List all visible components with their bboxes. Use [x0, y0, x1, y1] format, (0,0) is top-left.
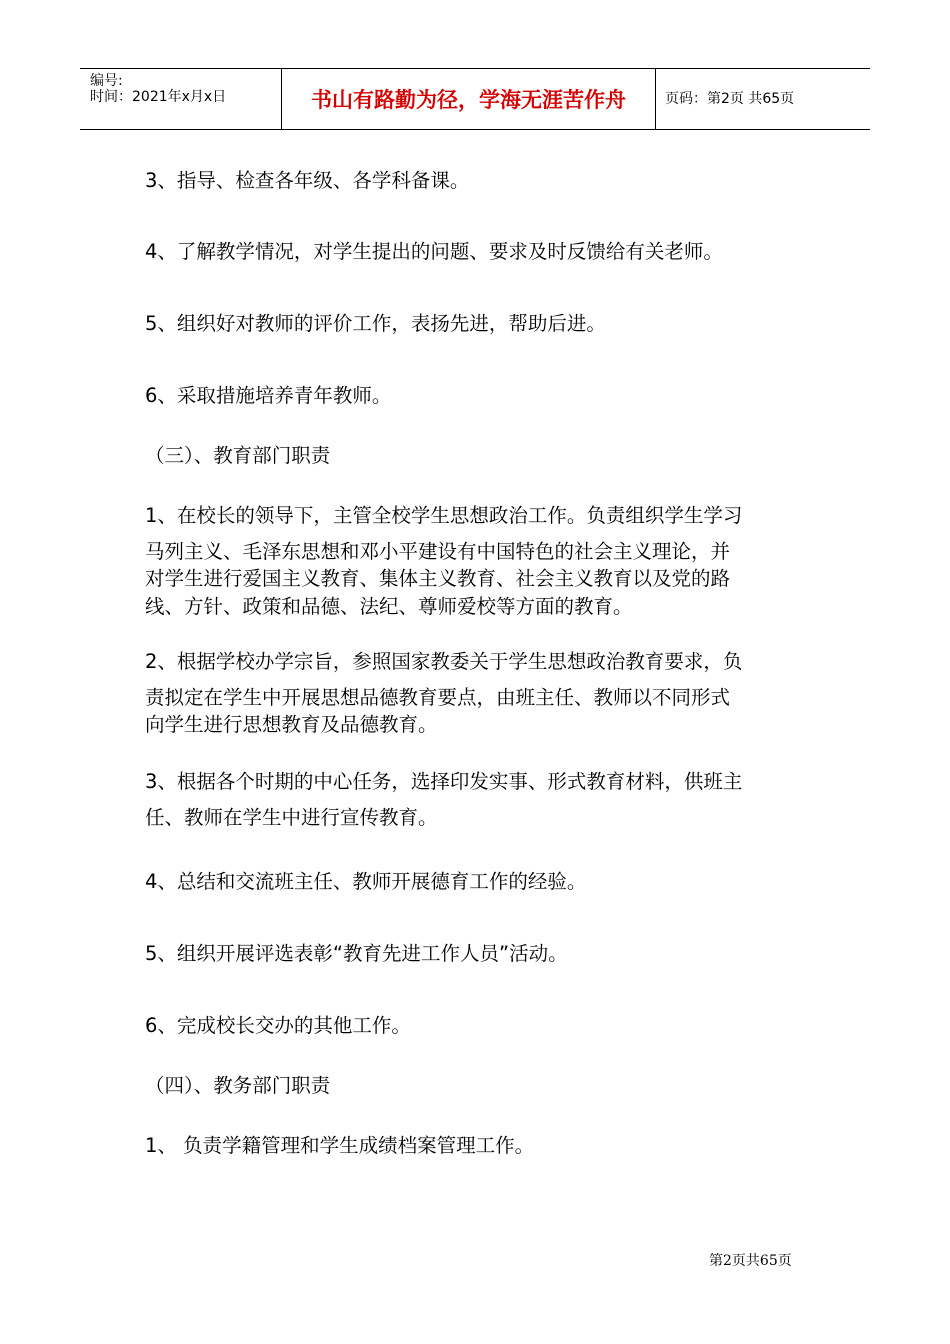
section-heading [145, 1072, 810, 1100]
paragraph-line: 任、教师在学生中进行宣传教育。 [145, 805, 438, 829]
paragraph-line: 2、根据学校办学宗旨，参照国家教委关于学生思想政治教育要求，负 [145, 650, 743, 673]
paragraph-line: 4、总结和交流班主任、教师开展德育工作的经验。 [145, 870, 587, 893]
paragraph-line: 1、 负责学籍管理和学生成绩档案管理工作。 [145, 1134, 535, 1157]
paragraph-line: 对学生进行爱国主义教育、集体主义教育、社会主义教育以及党的路 [145, 567, 731, 590]
header-motto: 书山有路勤为径，学海无涯苦作舟 [311, 88, 626, 112]
header-right-cell [655, 69, 870, 129]
header-page-info: 页码：第2页 共65页 [665, 91, 795, 107]
document-time-label: 时间：2021年x月x日 [90, 89, 227, 105]
paragraph [145, 1132, 810, 1160]
paragraph [145, 167, 810, 195]
paragraph [145, 310, 810, 338]
paragraph-line: 3、指导、检查各年级、各学科备课。 [145, 169, 470, 192]
section-heading-text: （四）、教务部门职责 [145, 1074, 331, 1097]
header-left-cell [80, 69, 281, 129]
paragraph-line: 5、组织好对教师的评价工作，表扬先进，帮助后进。 [145, 312, 606, 335]
paragraph [145, 382, 810, 410]
paragraph-line: 责拟定在学生中开展思想品德教育要点，由班主任、教师以不同形式 [145, 685, 731, 709]
section-heading-text: （三）、教育部门职责 [145, 444, 331, 467]
paragraph-line: 5、组织开展评选表彰“教育先进工作人员”活动。 [145, 942, 568, 965]
paragraph-line: 3、根据各个时期的中心任务，选择印发实事、形式教育材料，供班主 [145, 770, 743, 793]
page-footer: 第2页共65页 [709, 1253, 792, 1269]
document-number-label: 编号: [90, 73, 123, 89]
paragraph-line: 4、了解教学情况，对学生提出的问题、要求及时反馈给有关老师。 [145, 240, 723, 263]
paragraph [145, 940, 810, 968]
paragraph-line: 马列主义、毛泽东思想和邓小平建设有中国特色的社会主义理论，并 [145, 539, 731, 563]
paragraph-line: 6、完成校长交办的其他工作。 [145, 1014, 411, 1037]
paragraph-line: 6、采取措施培养青年教师。 [145, 384, 392, 407]
paragraph [145, 238, 810, 266]
header-middle-cell [281, 69, 656, 129]
paragraph [145, 1012, 810, 1040]
paragraph-line: 向学生进行思想教育及品德教育。 [145, 713, 438, 736]
paragraph-line: 1、在校长的领导下，主管全校学生思想政治工作。负责组织学生学习 [145, 504, 743, 527]
paragraph [145, 768, 810, 831]
page-header [80, 68, 870, 130]
paragraph [145, 502, 810, 620]
section-heading [145, 442, 810, 470]
paragraph-line: 线、方针、政策和品德、法纪、尊师爱校等方面的教育。 [145, 594, 633, 618]
paragraph [145, 868, 810, 896]
paragraph [145, 648, 810, 739]
